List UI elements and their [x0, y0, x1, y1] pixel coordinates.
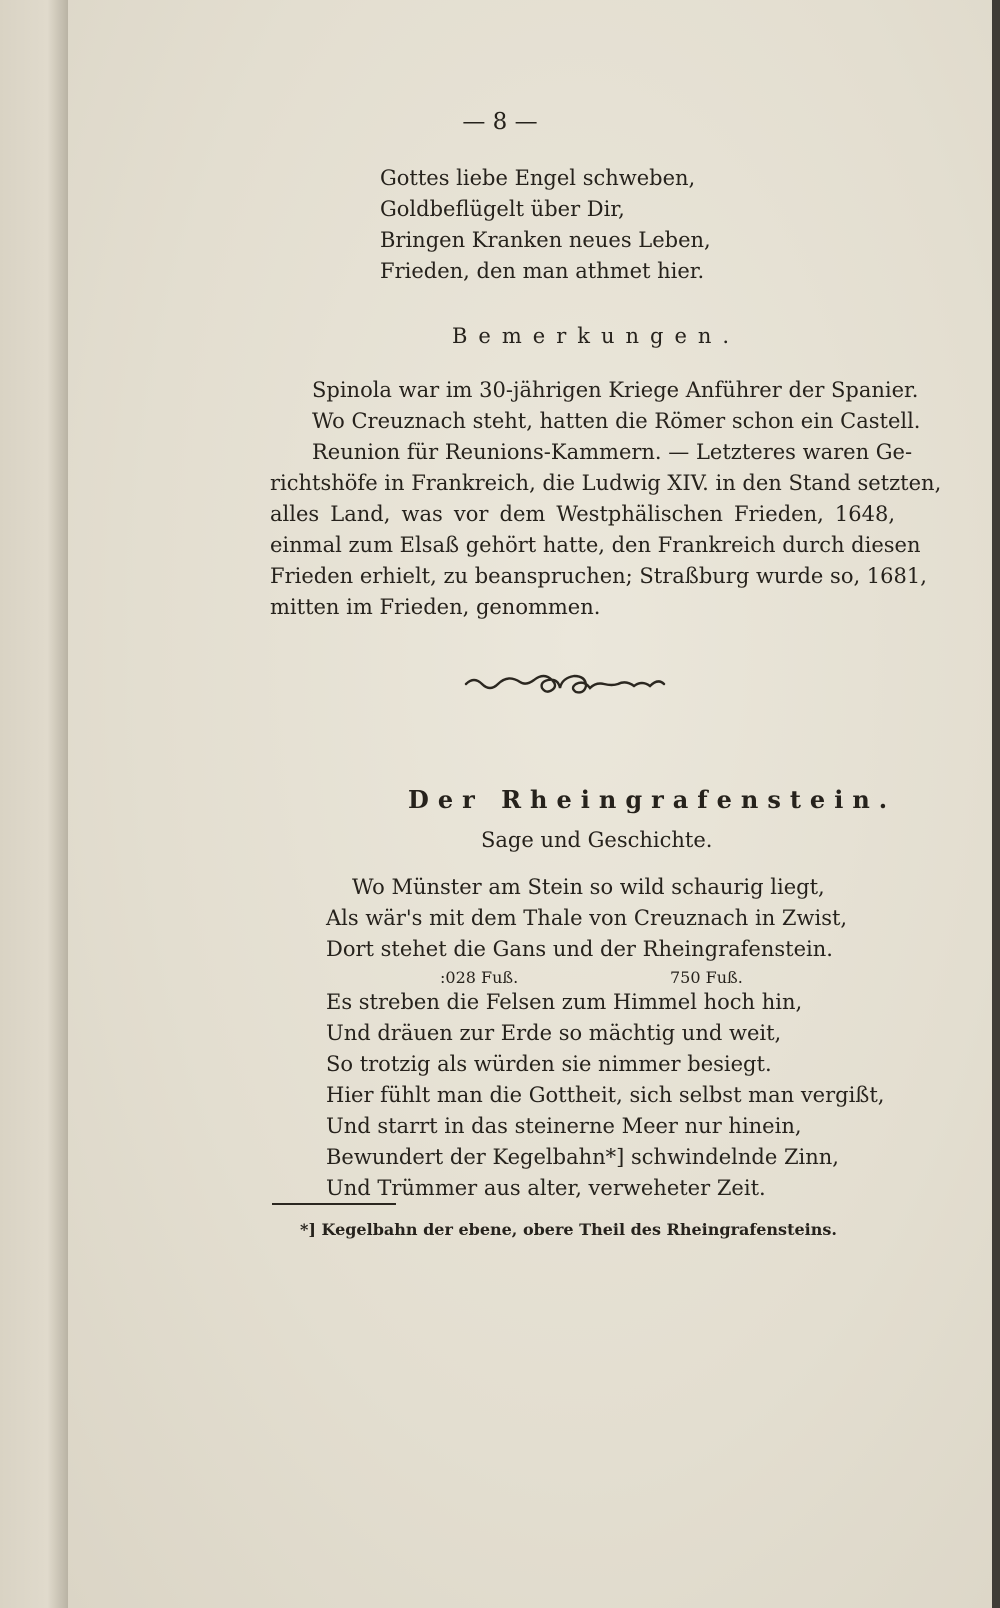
height-note-gans: :028 Fuß. — [440, 968, 519, 987]
page-edge — [992, 0, 1000, 1608]
poem-line: Goldbeflügelt über Dir, — [380, 197, 625, 221]
footnote-rule — [272, 1203, 396, 1205]
height-note-rheingrafenstein: 750 Fuß. — [670, 968, 743, 987]
remarks-line: alles Land, was vor dem Westphälischen Frieden, 1648, — [270, 502, 895, 526]
poem-line: Wo Münster am Stein so wild schaurig liegt, — [352, 875, 825, 899]
remarks-line: richtshöfe in Frankreich, die Ludwig XIV. in den Stand setzten, — [270, 471, 942, 495]
poem-line: Es streben die Felsen zum Himmel hoch hin, — [326, 990, 803, 1014]
page-number: — 8 — — [462, 109, 538, 135]
remarks-line: Frieden erhielt, zu beanspruchen; Straßburg wurde so, 1681, — [270, 564, 927, 588]
remarks-line: einmal zum Elsaß gehört hatte, den Frankreich durch diesen — [270, 533, 921, 557]
remarks-line: mitten im Frieden, genommen. — [270, 595, 601, 619]
page-left-margin — [0, 0, 68, 1608]
footnote: *] Kegelbahn der ebene, obere Theil des Rheingrafensteins. — [300, 1220, 837, 1239]
poem-line: Und Trümmer aus alter, verweheter Zeit. — [326, 1176, 766, 1200]
poem-line: Bringen Kranken neues Leben, — [380, 228, 711, 252]
section-subtitle: Sage und Geschichte. — [481, 828, 713, 852]
poem-line: Gottes liebe Engel schweben, — [380, 166, 696, 190]
remarks-line: Wo Creuznach steht, hatten die Römer schon ein Castell. — [312, 409, 921, 433]
ornament-divider — [462, 668, 712, 696]
remarks-heading: Bemerkungen. — [452, 324, 741, 348]
remarks-line: Reunion für Reunions-Kammern. — Letzteres waren Ge- — [312, 440, 913, 464]
poem-line: Dort stehet die Gans und der Rheingrafenstein. — [326, 937, 833, 961]
poem-line: Frieden, den man athmet hier. — [380, 259, 705, 283]
remarks-line: Spinola war im 30-jährigen Kriege Anführer der Spanier. — [312, 378, 919, 402]
poem-line: Hier fühlt man die Gottheit, sich selbst man vergißt, — [326, 1083, 885, 1107]
poem-line: Bewundert der Kegelbahn*] schwindelnde Zinn, — [326, 1145, 839, 1169]
poem-line: Und dräuen zur Erde so mächtig und weit, — [326, 1021, 782, 1045]
poem-line: Als wär's mit dem Thale von Creuznach in Zwist, — [326, 906, 848, 930]
poem-line: Und starrt in das steinerne Meer nur hinein, — [326, 1114, 802, 1138]
section-title: Der Rheingrafenstein. — [408, 785, 897, 814]
poem-line: So trotzig als würden sie nimmer besiegt. — [326, 1052, 772, 1076]
